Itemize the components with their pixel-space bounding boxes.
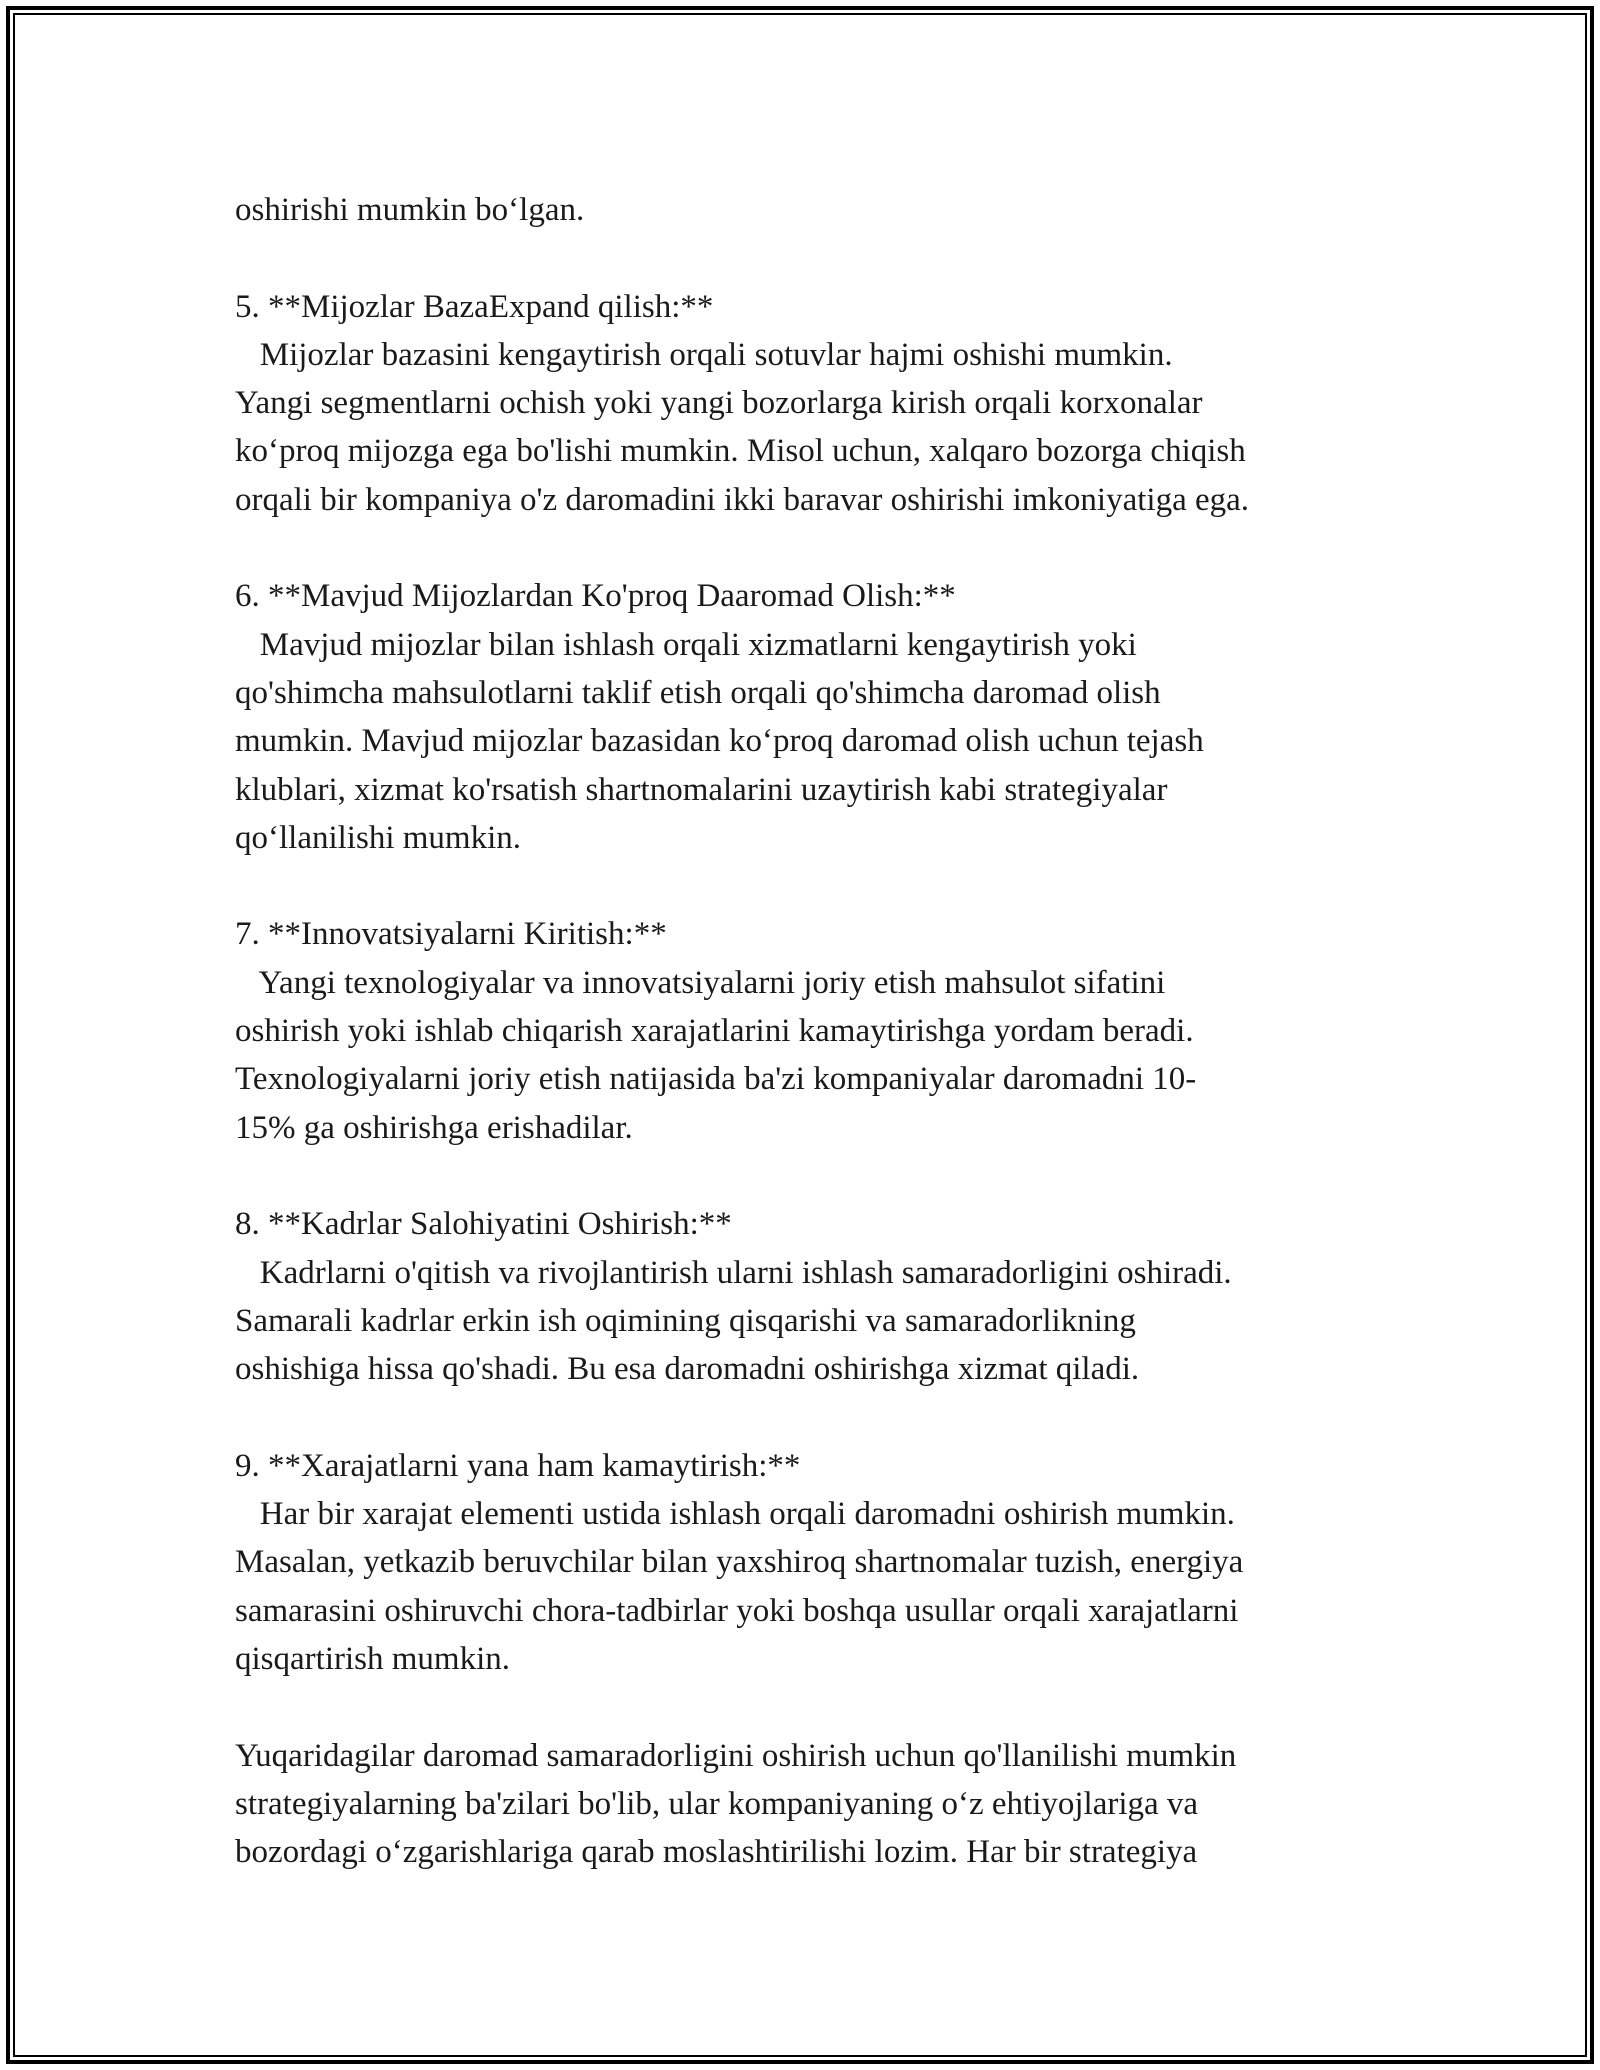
spacer (235, 524, 1415, 572)
section-7 (235, 910, 1415, 1151)
section-line: ko‘proq mijozga ega bo'lishi mumkin. Misol uchun, xalqaro bozorga chiqish (235, 433, 1246, 470)
section-line: orqali bir kompaniya o'z daromadini ikki baravar oshirishi imkoniyatiga ega. (235, 481, 1250, 518)
section-5 (235, 283, 1415, 524)
section-line: qo‘llanilishi mumkin. (235, 819, 521, 856)
section-line: qisqartirish mumkin. (235, 1640, 510, 1677)
section-9 (235, 1442, 1415, 1683)
section-line: oshishiga hissa qo'shadi. Bu esa daromadni oshirishga xizmat qiladi. (235, 1351, 1140, 1388)
section-line: Yangi segmentlarni ochish yoki yangi bozorlarga kirish orqali korxonalar (235, 385, 1203, 422)
conclusion-line: Yuqaridagilar daromad samaradorligini oshirish uchun qo'llanilishi mumkin (235, 1737, 1237, 1774)
conclusion-line: strategiyalarning ba'zilari bo'lib, ular kompaniyaning o‘z ehtiyojlariga va (235, 1785, 1199, 1822)
section-line: Yangi texnologiyalar va innovatsiyalarni joriy etish mahsulot sifatini (235, 964, 1166, 1001)
spacer (235, 1393, 1415, 1441)
section-heading: 9. **Xarajatlarni yana ham kamaytirish:** (235, 1447, 801, 1484)
section-heading: 6. **Mavjud Mijozlardan Ko'proq Daaromad Olish:** (235, 578, 956, 615)
section-heading: 8. **Kadrlar Salohiyatini Oshirish:** (235, 1206, 732, 1243)
section-line: Mavjud mijozlar bilan ishlash orqali xizmatlarni kengaytirish yoki (235, 626, 1137, 663)
section-line: Texnologiyalarni joriy etish natijasida ba'zi kompaniyalar daromadni 10- (235, 1061, 1197, 1098)
spacer (235, 1683, 1415, 1731)
section-line: Samarali kadrlar erkin ish oqimining qisqarishi va samaradorlikning (235, 1302, 1136, 1339)
document-body (235, 186, 1415, 1876)
section-line: klublari, xizmat ko'rsatish shartnomalarini uzaytirish kabi strategiyalar (235, 771, 1168, 808)
spacer (235, 234, 1415, 282)
section-line: Mijozlar bazasini kengaytirish orqali sotuvlar hajmi oshishi mumkin. (235, 336, 1173, 373)
section-8 (235, 1200, 1415, 1393)
spacer (235, 862, 1415, 910)
conclusion-line: bozordagi o‘zgarishlariga qarab moslashtirilishi lozim. Har bir strategiya (235, 1834, 1198, 1871)
section-heading: 7. **Innovatsiyalarni Kiritish:** (235, 916, 667, 953)
section-line: 15% ga oshirishga erishadilar. (235, 1109, 633, 1146)
section-line: Har bir xarajat elementi ustida ishlash orqali daromadni oshirish mumkin. (235, 1496, 1235, 1533)
section-line: qo'shimcha mahsulotlarni taklif etish orqali qo'shimcha daromad olish (235, 674, 1161, 711)
section-heading: 5. **Mijozlar BazaExpand qilish:** (235, 288, 714, 325)
conclusion-paragraph (235, 1732, 1415, 1877)
section-line: mumkin. Mavjud mijozlar bazasidan ko‘proq daromad olish uchun tejash (235, 723, 1204, 760)
spacer (235, 1152, 1415, 1200)
section-line: oshirish yoki ishlab chiqarish xarajatlarini kamaytirishga yordam beradi. (235, 1013, 1194, 1050)
section-line: Masalan, yetkazib beruvchilar bilan yaxshiroq shartnomalar tuzish, energiya (235, 1544, 1244, 1581)
intro-line: oshirishi mumkin bo‘lgan. (235, 192, 585, 228)
section-line: Kadrlarni o'qitish va rivojlantirish ularni ishlash samaradorligini oshiradi. (235, 1254, 1232, 1291)
section-line: samarasini oshiruvchi chora-tadbirlar yoki boshqa usullar orqali xarajatlarni (235, 1592, 1239, 1629)
section-6 (235, 572, 1415, 862)
